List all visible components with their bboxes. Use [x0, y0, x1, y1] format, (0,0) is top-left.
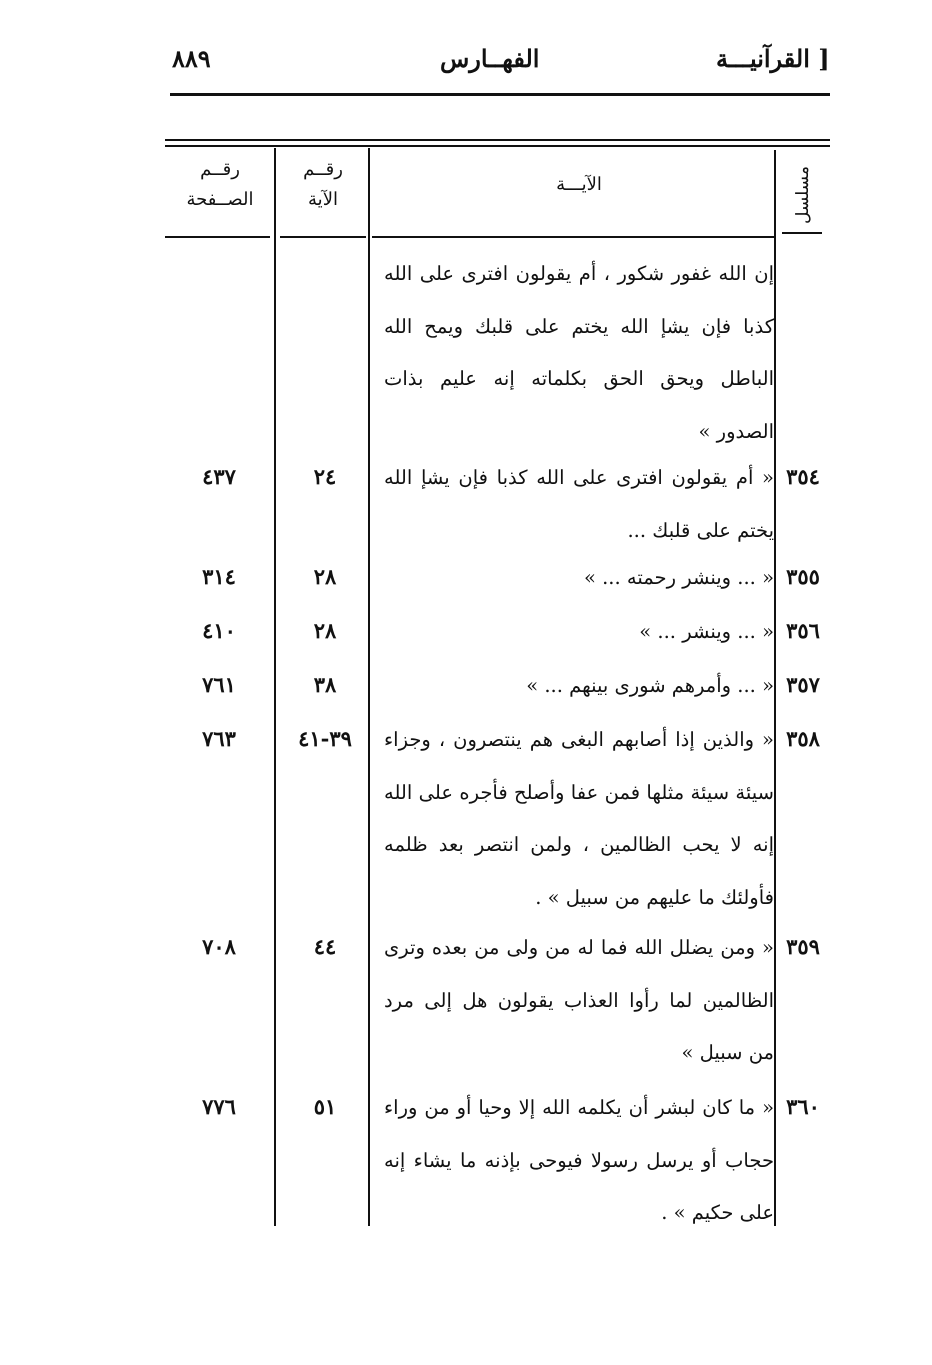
ayah-text: « والذين إذا أصابهم البغى هم ينتصرون ، وجزاء سيئة سيئة مثلها فمن عفا وأصلح فأجره على الله إنه لا يحب الظالمين ، ولمن انتصر بعد ظلمه فأولئك ما عليهم من سبيل » .	[384, 728, 774, 909]
ayah-number: ٢٤	[313, 464, 337, 489]
table-top-rule	[165, 139, 830, 141]
ayah-text: « ... وأمرهم شورى بينهم ... »	[526, 674, 774, 697]
serial-column-header: مسلسل	[793, 166, 813, 224]
page-reference: ٧٧٦	[202, 1094, 236, 1119]
page-number-header-line1: رقــم	[200, 159, 240, 180]
table-top-rule-inner	[165, 145, 830, 147]
running-title: القرآنيـــة ]	[716, 44, 830, 73]
serial-number: ٣٥٩	[786, 934, 820, 959]
page-reference: ٤٣٧	[202, 464, 236, 489]
page-reference: ٧٦٣	[202, 726, 236, 751]
ayah-column-header: الآيـــة	[556, 174, 602, 195]
serial-number: ٣٥٤	[786, 464, 820, 489]
serial-number: ٣٥٨	[786, 726, 820, 751]
ayah-number: ٥١	[313, 1094, 337, 1119]
ayah-text: « ... وينشر ... »	[639, 620, 774, 643]
serial-number: ٣٥٧	[786, 672, 820, 697]
serial-number: ٣٥٥	[786, 564, 820, 589]
column-divider-ayah-number	[368, 148, 370, 1226]
page-reference: ٣١٤	[202, 564, 236, 589]
serial-header-rule	[782, 232, 822, 234]
ayah-number-header-rule	[280, 236, 366, 238]
ayah-number: ٣٨	[313, 672, 337, 697]
ayah-text: إن الله غفور شكور ، أم يقولون افترى على الله كذبا فإن يشإ الله يختم على قلبك ويمح الله الباطل ويحق الحق بكلماته إنه عليم بذات الصدور »	[384, 262, 774, 443]
serial-number: ٣٥٦	[786, 618, 820, 643]
ayah-number: ٢٨	[313, 564, 337, 589]
ayah-number-header-line1: رقــم	[303, 159, 343, 180]
page-reference: ٧٦١	[202, 672, 236, 697]
header-rule	[170, 93, 830, 96]
page-number-header-rule	[165, 236, 270, 238]
ayah-text: « ما كان لبشر أن يكلمه الله إلا وحيا أو من وراء حجاب أو يرسل رسولا فيوحى بإذنه ما يشاء إنه على حكيم » .	[384, 1096, 774, 1224]
ayah-number-header-line2: الآية	[308, 189, 338, 210]
page-number: ٨٨٩	[172, 44, 211, 73]
ayah-text: « ... وينشر رحمته ... »	[583, 566, 774, 589]
ayah-number: ٣٩-٤١	[298, 726, 352, 751]
page-reference: ٤١٠	[202, 618, 236, 643]
ayah-text: « ومن يضلل الله فما له من ولى من بعده وترى الظالمين لما رأوا العذاب يقولون هل إلى مرد من سبيل »	[384, 936, 774, 1064]
column-divider-serial	[774, 150, 776, 1226]
ayah-number: ٤٤	[313, 934, 337, 959]
ayah-header-rule	[372, 236, 774, 238]
page-number-column-header	[170, 155, 270, 215]
serial-number: ٣٦٠	[786, 1094, 820, 1119]
ayah-number: ٢٨	[313, 618, 337, 643]
page-reference: ٧٠٨	[202, 934, 236, 959]
ayah-text: « أم يقولون افترى على الله كذبا فإن يشإ الله يختم على قلبك ...	[384, 466, 774, 542]
section-title: الفهــارس	[440, 44, 540, 73]
page-number-header-line2: الصــفحة	[186, 189, 254, 210]
ayah-number-column-header	[280, 155, 366, 215]
column-divider-page	[274, 148, 276, 1226]
